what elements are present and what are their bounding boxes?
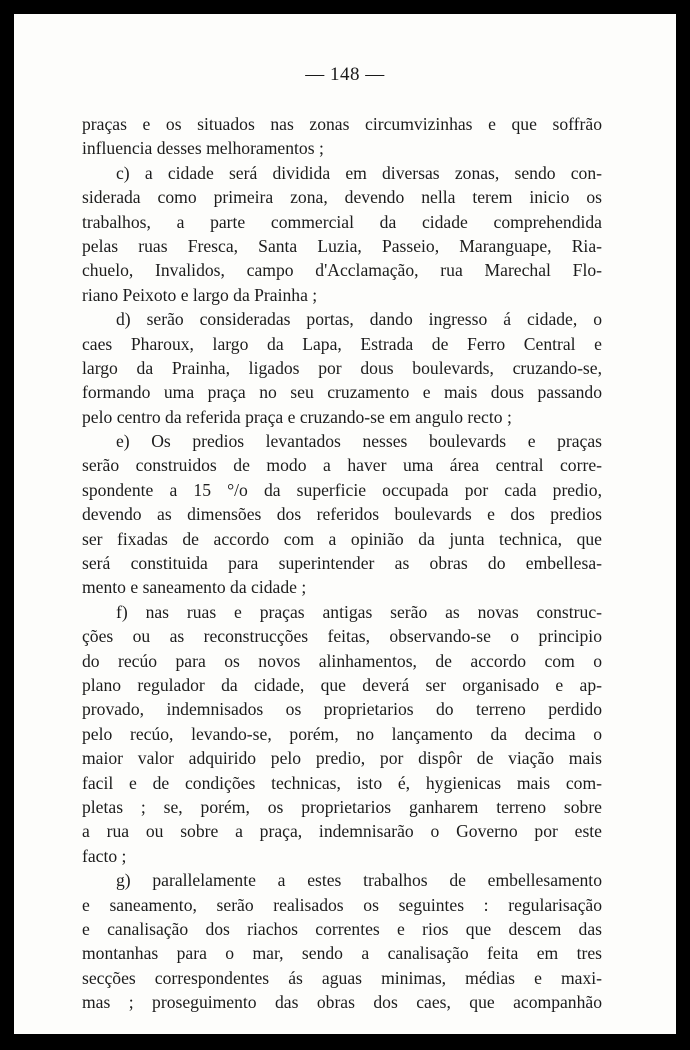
text-line: g) parallelamente a estes trabalhos de embellesamento	[116, 870, 602, 891]
text-line: ções ou as reconstrucções feitas, observando-se o principio	[82, 626, 602, 647]
text-line: e saneamento, serão realisados os seguintes : regularisação	[82, 894, 602, 915]
book-page	[14, 14, 676, 1034]
text-line: mas ; proseguimento das obras dos caes, que acompanhão	[82, 992, 602, 1013]
text-line: pelo recúo, levando-se, porém, no lançamento da decima o	[82, 723, 602, 744]
text-line: largo da Prainha, ligados por dous boulevards, cruzando-se,	[82, 357, 602, 378]
text-line: spondente a 15 °/o da superficie occupada por cada predio,	[82, 479, 602, 500]
text-line: será constituida para superintender as obras do embellesa-	[82, 553, 602, 574]
text-line: provado, indemnisados os proprietarios do terreno perdido	[82, 699, 602, 720]
text-line: influencia desses melhoramentos ;	[82, 138, 324, 159]
text-line: e canalisação dos riachos correntes e rios que descem das	[82, 918, 602, 939]
text-line: formando uma praça no seu cruzamento e mais dous passando	[82, 382, 602, 403]
page-number: — 148 —	[305, 64, 385, 85]
text-line: serão construidos de modo a haver uma área central corre-	[82, 455, 602, 476]
text-line: caes Pharoux, largo da Lapa, Estrada de Ferro Central e	[82, 333, 602, 354]
text-line: riano Peixoto e largo da Prainha ;	[82, 284, 318, 305]
text-line: a rua ou sobre a praça, indemnisarão o Governo por este	[82, 821, 602, 842]
text-line: devendo as dimensões dos referidos boulevards e dos predios	[82, 504, 602, 525]
text-line: f) nas ruas e praças antigas serão as novas construc-	[116, 601, 602, 622]
text-line: ser fixadas de accordo com a opinião da junta technica, que	[82, 528, 602, 549]
text-line: pelo centro da referida praça e cruzando-se em angulo recto ;	[82, 406, 512, 427]
text-line: c) a cidade será dividida em diversas zonas, sendo con-	[116, 162, 602, 183]
text-line: pelas ruas Fresca, Santa Luzia, Passeio, Maranguape, Ria-	[82, 235, 602, 256]
text-line: e) Os predios levantados nesses boulevards e praças	[116, 431, 602, 452]
text-line: pletas ; se, porém, os proprietarios ganharem terreno sobre	[82, 796, 602, 817]
text-line: facto ;	[82, 845, 127, 866]
text-line: mento e saneamento da cidade ;	[82, 577, 307, 598]
body-text	[82, 112, 602, 1014]
text-line: plano regulador da cidade, que deverá ser organisado e ap-	[82, 674, 602, 695]
text-line: montanhas para o mar, sendo a canalisação feita em tres	[82, 943, 602, 964]
text-line: secções correspondentes ás aguas minimas, médias e maxi-	[82, 967, 602, 988]
text-line: facil e de condições technicas, isto é, hygienicas mais com-	[82, 772, 602, 793]
text-line: d) serão consideradas portas, dando ingresso á cidade, o	[116, 309, 602, 330]
text-line: do recúo para os novos alinhamentos, de accordo com o	[82, 650, 602, 671]
text-line: maior valor adquirido pelo predio, por dispôr de viação mais	[82, 748, 602, 769]
text-line: praças e os situados nas zonas circumvizinhas e que soffrão	[82, 114, 602, 134]
text-line: trabalhos, a parte commercial da cidade comprehendida	[82, 211, 602, 232]
text-line: chuelo, Invalidos, campo d'Acclamação, rua Marechal Flo-	[82, 260, 602, 281]
text-line: siderada como primeira zona, devendo nella terem inicio os	[82, 187, 602, 208]
